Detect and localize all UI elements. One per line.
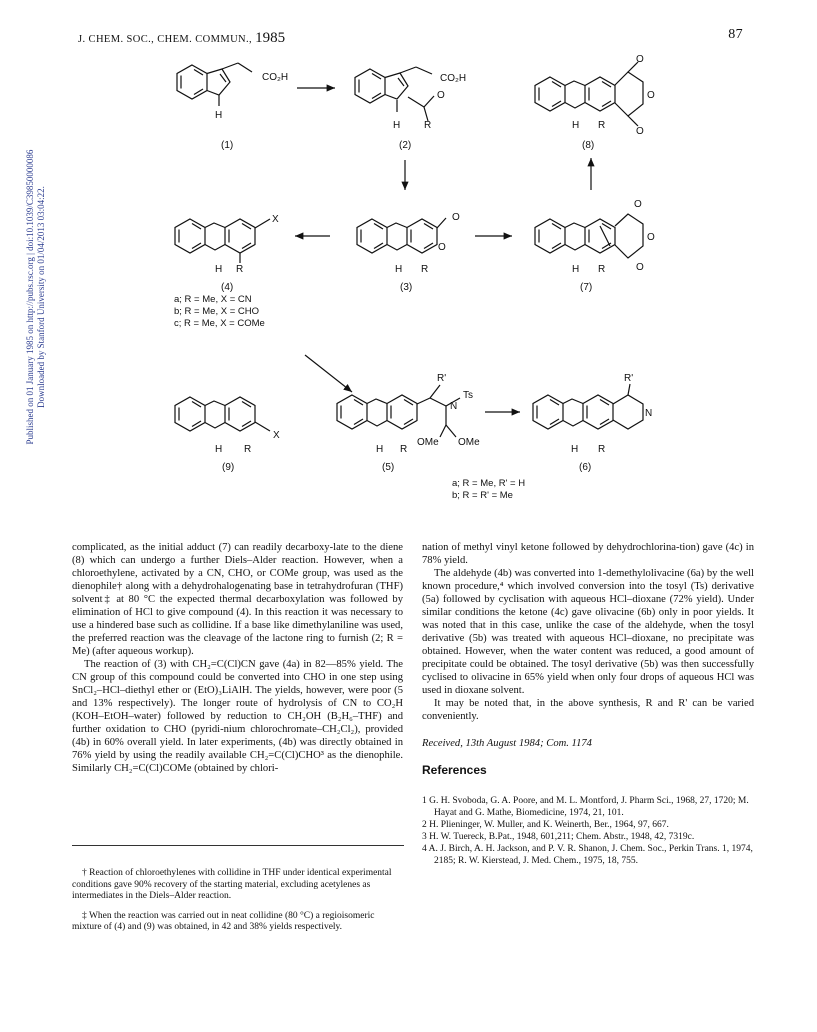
compound-3-o-ring: O <box>438 242 446 253</box>
reference-1: 1 G. H. Svoboda, G. A. Poore, and M. L. Montford, J. Pharm Sci., 1968, 27, 1720; M. Hayat and G. Mathe, Biomedicine, 1974, 21, 101. <box>422 796 749 818</box>
compound-7-label: (7) <box>580 282 593 293</box>
compound-3-structure <box>357 218 446 253</box>
footnote-divider <box>72 845 404 846</box>
compound-8-structure <box>535 62 643 126</box>
compound-7-o-bottom: O <box>636 262 644 273</box>
compound-4-r: R <box>236 264 244 275</box>
footnotes <box>72 868 404 942</box>
compound-1-label: (1) <box>221 140 234 151</box>
left-paragraph-2: The reaction of (3) with CH₂=C(Cl)CN gave (4a) in 82—85% yield. The CN group of this compound could be converted into CHO in one step using SnCl₂–HCl–diethyl ether or (EtO)₃LiAlH. The yields, however, were poor (5 and 13% respectively). The longer route of hydrolysis of CN to CO₂H (KOH–EtOH–water) followed by reduction to CH₂OH (B₂H₆–THF) and further oxidation to CHO (pyridi-nium chlorochromate–CH₂Cl₂), provided (4b) in 60% overall yield. In later experiments, (4b) was directly obtained in 76% yield by using the readily available CH₂=C(Cl)CHO³ as the dienophile. Similarly CH₂=C(Cl)COMe (obtained by chlori- <box>72 659 403 774</box>
compound-1-structure <box>177 63 252 106</box>
footnote-double-dagger: ‡ When the reaction was carried out in neat collidine (80 °C) a regioisomeric mixture of (4) and (9) was obtained, in 42 and 38% yields respectively. <box>72 910 375 932</box>
series-4-b: b; R = Me, X = CHO <box>174 306 259 317</box>
compound-7-structure <box>535 214 643 258</box>
compound-2-h: H <box>393 120 401 131</box>
watermark-line-download: Downloaded by Stanford University on 01/04/2013 03:04:22. <box>36 186 46 408</box>
compound-7-h: H <box>572 264 580 275</box>
watermark-line-doi: Published on 01 January 1985 on http://pubs.rsc.org | doi:10.1039/C39850000086 <box>25 149 35 445</box>
journal-year: 1985 <box>255 30 286 46</box>
compound-9-label: (9) <box>222 462 235 473</box>
page-number: 87 <box>728 27 743 42</box>
compound-2-structure <box>355 67 434 121</box>
compound-4-h: H <box>215 264 223 275</box>
compound-7-r: R <box>598 264 606 275</box>
right-paragraph-2: The aldehyde (4b) was converted into 1-demethylolivacine (6a) by the well known procedure,⁴ which involved conversion into the tosyl (Ts) derivative (5a) followed by cyclisation with aqueous HCl–dioxane (72% yield). Under similar conditions the ketone (4c) gave olivacine (6b) only in poor yields. It was noted that in this case, unlike the case of the aldehyde, when the tosyl derivative (5b) was treated with aqueous HCl–dioxane, no precipitate was obtained. However, when the water content was reduced, a good amount of precipitate could be obtained. The tosyl derivative (5b) was then successfully cyclised to olivacine in 65% yield when only four drops of aqueous HCl was used in dioxane solvent. <box>422 568 754 696</box>
right-column <box>422 541 754 867</box>
compound-5-h: H <box>376 444 384 455</box>
compound-9-structure <box>175 397 270 431</box>
compound-9-h: H <box>215 444 223 455</box>
compound-6-n: N <box>645 408 653 419</box>
received-date: Received, 13th August 1984; Com. 1174 <box>422 738 592 749</box>
compound-2-o: O <box>437 90 445 101</box>
compound-3-r: R <box>421 264 429 275</box>
left-paragraph-1: complicated, as the initial adduct (7) can readily decarboxy-late to the diene (8) which can undergo a further Diels–Alder reaction. However, when a chloroethylene, activated by a CN, CHO, or COMe group, was used as the dienophile† along with a dehydrohalogenating base in tetrahydrofuran (THF) solvent‡ at 80 °C the expected thermal decarboxylation was followed by elimination of HCl to give compound (4). In this reaction it was necessary to use a hindered base such as collidine. If a base like dimethylaniline was used, the preferred reaction was the cleavage of the lactone ring to furnish (2; R = Me) (after aqueous workup). <box>72 542 403 657</box>
compound-5-r: R <box>400 444 408 455</box>
compound-5-structure <box>337 385 460 437</box>
compound-3-label: (3) <box>400 282 413 293</box>
compound-5-rprime: R' <box>437 373 447 384</box>
compound-5-ts: Ts <box>463 390 473 401</box>
compound-6-structure <box>533 384 643 429</box>
compound-2-label: (2) <box>399 140 412 151</box>
reference-4: 4 A. J. Birch, A. H. Jackson, and P. V. R. Shanon, J. Chem. Soc., Perkin Trans. 1, 1974, 2185; R. W. Kierstead, J. Med. Chem., 1975, 18, 755. <box>422 844 753 866</box>
series-56-b: b; R = R' = Me <box>452 490 513 501</box>
journal-name: J. CHEM. SOC., CHEM. COMMUN., <box>78 34 253 45</box>
compound-5-n: N <box>450 401 458 412</box>
compound-4-label: (4) <box>221 282 234 293</box>
footnote-dagger: † Reaction of chloroethylenes with collidine in THF under identical experimental conditions gave 90% recovery of the starting material, excluding acetylenes as intermediates in the Diels–Alder reaction. <box>72 868 392 901</box>
series-56-a: a; R = Me, R' = H <box>452 478 526 489</box>
references-heading: References <box>422 763 487 777</box>
series-4-a: a; R = Me, X = CN <box>174 294 252 305</box>
compound-1-h: H <box>215 110 223 121</box>
reference-2: 2 H. Plieninger, W. Muller, and K. Weinerth, Ber., 1964, 97, 667. <box>422 820 669 830</box>
compound-8-o-bottom: O <box>636 126 644 137</box>
compound-5-ome-2: OMe <box>458 437 480 448</box>
right-paragraph-1: nation of methyl vinyl ketone followed by dehydrochlorina-tion) gave (4c) in 78% yield. <box>422 542 754 566</box>
compound-8-h: H <box>572 120 580 131</box>
compound-9-x: X <box>273 430 280 441</box>
compound-2-r: R <box>424 120 432 131</box>
compound-7-o-ring: O <box>647 232 655 243</box>
compound-8-o-ring: O <box>647 90 655 101</box>
compound-3-o-carbonyl: O <box>452 212 460 223</box>
compound-5-label: (5) <box>382 462 395 473</box>
compound-6-r: R <box>598 444 606 455</box>
compound-4-x: X <box>272 214 279 225</box>
compound-6-rprime: R' <box>624 373 634 384</box>
right-paragraph-3: It may be noted that, in the above synthesis, R and R' can be varied conveniently. <box>422 698 754 722</box>
reference-3: 3 H. W. Tuereck, B.Pat., 1948, 601,211; Chem. Abstr., 1948, 42, 7319c. <box>422 832 695 842</box>
compound-2-co2h: CO₂H <box>440 73 467 84</box>
compound-8-r: R <box>598 120 606 131</box>
compound-7-o-top: O <box>634 199 642 210</box>
series-4-c: c; R = Me, X = COMe <box>174 318 265 329</box>
compound-5-ome-1: OMe <box>417 437 439 448</box>
compound-6-label: (6) <box>579 462 592 473</box>
left-column <box>72 541 403 775</box>
compound-6-h: H <box>571 444 579 455</box>
compound-1-co2h: CO₂H <box>262 72 289 83</box>
compound-3-h: H <box>395 264 403 275</box>
arrow-4-to-5 <box>305 355 352 392</box>
compound-4-structure <box>175 219 270 263</box>
compound-9-r: R <box>244 444 252 455</box>
compound-8-o-top: O <box>636 54 644 65</box>
compound-8-label: (8) <box>582 140 595 151</box>
